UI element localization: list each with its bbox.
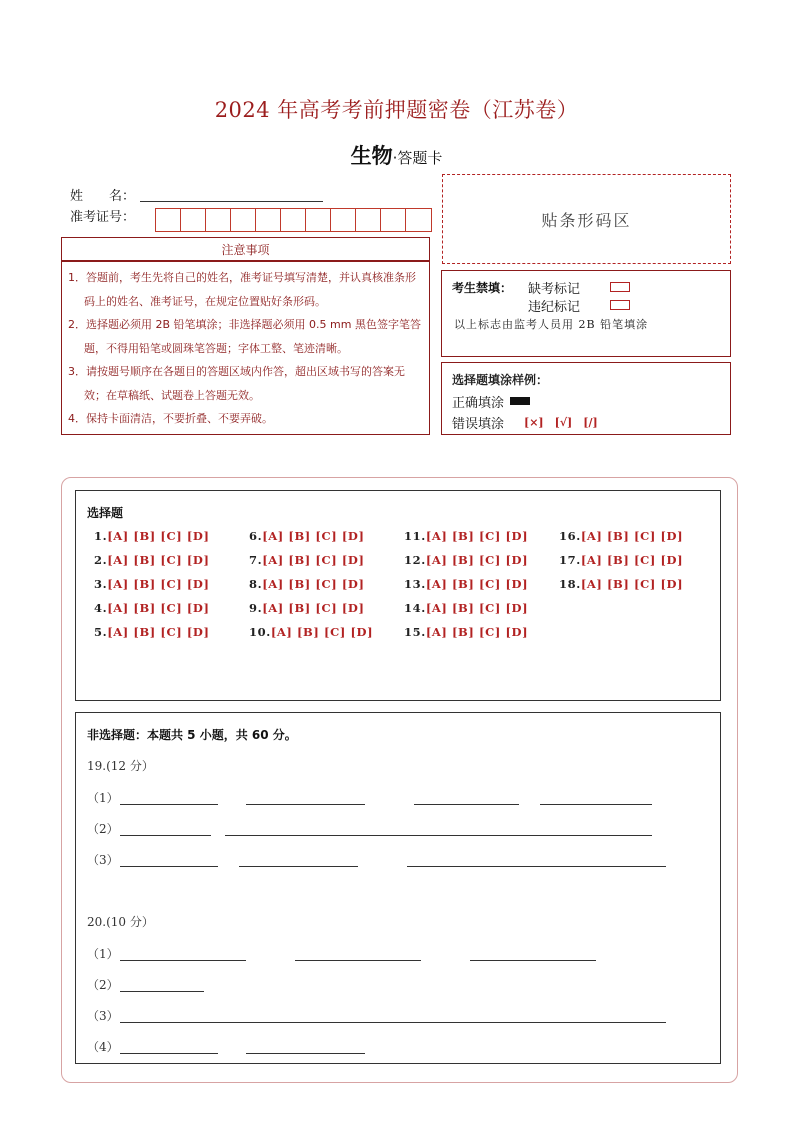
notice-item-3: 3．请按题号顺序在各题目的答题区域内作答，超出区域书写的答案无效；在草稿纸、试题卷上答题无效。 xyxy=(68,365,405,402)
choice-section xyxy=(75,490,721,701)
wrong-fill-samples: [×] [√] [/] xyxy=(524,416,598,429)
nonchoice-heading: 非选择题：本题共 5 小题，共 60 分。 xyxy=(87,728,297,742)
choice-question[interactable] xyxy=(94,553,210,567)
q20-sub4-label: （4） xyxy=(87,1040,119,1054)
examiner-mark-box xyxy=(441,270,731,357)
answer-options[interactable]: [A] [B] [C] [D] xyxy=(107,577,210,591)
q19-2-blank[interactable] xyxy=(225,834,652,836)
question-number: 2. xyxy=(94,553,108,567)
q19-sub1-label: （1） xyxy=(87,791,119,805)
choice-question[interactable] xyxy=(249,529,365,543)
question-19-label: 19.(12 分） xyxy=(87,759,154,773)
question-number: 14. xyxy=(404,601,426,615)
name-field[interactable] xyxy=(140,200,323,202)
question-number: 11. xyxy=(404,529,426,543)
id-label: 准考证号： xyxy=(70,210,136,225)
choice-question[interactable] xyxy=(404,601,528,615)
choice-question[interactable] xyxy=(94,577,210,591)
answer-options[interactable]: [A] [B] [C] [D] xyxy=(107,553,210,567)
forbid-note: 以上标志由监考人员用 2B 铅笔填涂 xyxy=(454,318,649,331)
q20-1-blank[interactable] xyxy=(295,959,421,961)
answer-options[interactable]: [A] [B] [C] [D] xyxy=(107,529,210,543)
violation-mark-box[interactable] xyxy=(610,300,630,310)
wrong-label: 错误填涂 xyxy=(452,417,505,432)
question-number: 12. xyxy=(404,553,426,567)
choice-heading: 选择题 xyxy=(87,506,124,520)
answer-options[interactable]: [A] [B] [C] [D] xyxy=(262,601,365,615)
q19-3-blank[interactable] xyxy=(239,865,358,867)
forbid-label: 考生禁填： xyxy=(452,281,513,295)
absent-mark-box[interactable] xyxy=(610,282,630,292)
q20-1-blank[interactable] xyxy=(120,959,246,961)
question-number: 16. xyxy=(559,529,581,543)
q19-1-blank[interactable] xyxy=(246,803,365,805)
non-choice-section xyxy=(75,712,721,1064)
answer-options[interactable]: [A] [B] [C] [D] xyxy=(425,601,529,615)
answer-options[interactable]: [A] [B] [C] [D] xyxy=(425,553,529,567)
question-number: 3. xyxy=(94,577,108,591)
choice-question[interactable] xyxy=(404,529,528,543)
id-digit-box[interactable] xyxy=(331,209,356,231)
notice-body xyxy=(61,261,430,435)
answer-options[interactable]: [A] [B] [C] [D] xyxy=(425,529,529,543)
id-digit-box[interactable] xyxy=(181,209,206,231)
q20-sub1-label: （1） xyxy=(87,947,119,961)
q20-4-blank[interactable] xyxy=(246,1052,365,1054)
id-digit-box[interactable] xyxy=(406,209,431,231)
answer-options[interactable]: [A] [B] [C] [D] xyxy=(580,577,684,591)
id-digit-box[interactable] xyxy=(256,209,281,231)
id-digit-box[interactable] xyxy=(156,209,181,231)
answer-options[interactable]: [A] [B] [C] [D] xyxy=(580,553,684,567)
id-digit-box[interactable] xyxy=(381,209,406,231)
question-20-label: 20.(10 分） xyxy=(87,915,154,929)
choice-question[interactable] xyxy=(249,625,373,639)
q19-sub3-label: （3） xyxy=(87,853,119,867)
q20-sub3-label: （3） xyxy=(87,1009,119,1023)
subject-label: 生物 xyxy=(350,144,393,168)
q19-1-blank[interactable] xyxy=(540,803,652,805)
question-number: 1. xyxy=(94,529,108,543)
notice-item-4: 4．保持卡面清洁，不要折叠、不要弄破。 xyxy=(68,412,273,425)
q20-sub2-label: （2） xyxy=(87,978,119,992)
answer-options[interactable]: [A] [B] [C] [D] xyxy=(107,601,210,615)
question-number: 10. xyxy=(249,625,271,639)
q19-1-blank[interactable] xyxy=(414,803,519,805)
answer-options[interactable]: [A] [B] [C] [D] xyxy=(107,625,210,639)
correct-fill-sample xyxy=(510,397,530,405)
notice-item-1: 1．答题前，考生先将自己的姓名，准考证号填写清楚，并认真核准条形码上的姓名、准考证号，在规定位置贴好条形码。 xyxy=(68,271,416,308)
q19-sub2-label: （2） xyxy=(87,822,119,836)
barcode-label: 贴条形码区 xyxy=(541,210,632,230)
answer-options[interactable]: [A] [B] [C] [D] xyxy=(270,625,374,639)
question-number: 8. xyxy=(249,577,263,591)
question-number: 15. xyxy=(404,625,426,639)
answer-options[interactable]: [A] [B] [C] [D] xyxy=(425,625,529,639)
q19-2-blank[interactable] xyxy=(120,834,211,836)
choice-question[interactable] xyxy=(249,577,365,591)
q19-3-blank[interactable] xyxy=(407,865,666,867)
q19-3-blank[interactable] xyxy=(120,865,218,867)
card-label: ·答题卡 xyxy=(392,149,443,167)
notice-heading: 注意事项 xyxy=(61,237,430,261)
q20-3-blank[interactable] xyxy=(120,1021,666,1023)
absent-label: 缺考标记 xyxy=(528,282,581,297)
id-digit-box[interactable] xyxy=(281,209,306,231)
choice-question[interactable] xyxy=(404,553,528,567)
choice-question[interactable] xyxy=(559,529,683,543)
q20-4-blank[interactable] xyxy=(120,1052,218,1054)
choice-question[interactable] xyxy=(559,577,683,591)
answer-options[interactable]: [A] [B] [C] [D] xyxy=(425,577,529,591)
choice-question[interactable] xyxy=(249,553,365,567)
choice-question[interactable] xyxy=(94,529,210,543)
id-digit-box[interactable] xyxy=(356,209,381,231)
question-number: 5. xyxy=(94,625,108,639)
name-label: 姓 名： xyxy=(70,189,136,204)
choice-question[interactable] xyxy=(404,625,528,639)
question-number: 17. xyxy=(559,553,581,567)
id-digit-box[interactable] xyxy=(231,209,256,231)
choice-question[interactable] xyxy=(559,553,683,567)
question-number: 18. xyxy=(559,577,581,591)
choice-question[interactable] xyxy=(249,601,365,615)
sample-heading: 选择题填涂样例： xyxy=(452,373,549,387)
answer-options[interactable]: [A] [B] [C] [D] xyxy=(262,553,365,567)
answer-options[interactable]: [A] [B] [C] [D] xyxy=(262,577,365,591)
page-subtitle xyxy=(0,140,793,170)
barcode-area xyxy=(442,174,731,264)
question-number: 6. xyxy=(249,529,263,543)
q20-1-blank[interactable] xyxy=(470,959,596,961)
choice-question[interactable] xyxy=(94,625,210,639)
correct-label: 正确填涂 xyxy=(452,396,505,411)
question-number: 9. xyxy=(249,601,263,615)
id-number-boxes[interactable] xyxy=(155,208,432,232)
id-digit-box[interactable] xyxy=(306,209,331,231)
answer-options[interactable]: [A] [B] [C] [D] xyxy=(262,529,365,543)
question-number: 13. xyxy=(404,577,426,591)
page-title: 2024 年高考考前押题密卷（江苏卷） xyxy=(214,98,579,122)
q20-2-blank[interactable] xyxy=(120,990,204,992)
question-number: 4. xyxy=(94,601,108,615)
choice-question[interactable] xyxy=(94,601,210,615)
id-digit-box[interactable] xyxy=(206,209,231,231)
q19-1-blank[interactable] xyxy=(120,803,218,805)
choice-question[interactable] xyxy=(404,577,528,591)
question-number: 7. xyxy=(249,553,263,567)
fill-sample-box xyxy=(441,362,731,435)
violation-label: 违纪标记 xyxy=(528,300,581,315)
notice-item-2: 2．选择题必须用 2B 铅笔填涂；非选择题必须用 0.5 mm 黑色签字笔答题，不得用铅笔或圆珠笔答题；字体工整、笔迹清晰。 xyxy=(68,318,421,355)
answer-options[interactable]: [A] [B] [C] [D] xyxy=(580,529,684,543)
